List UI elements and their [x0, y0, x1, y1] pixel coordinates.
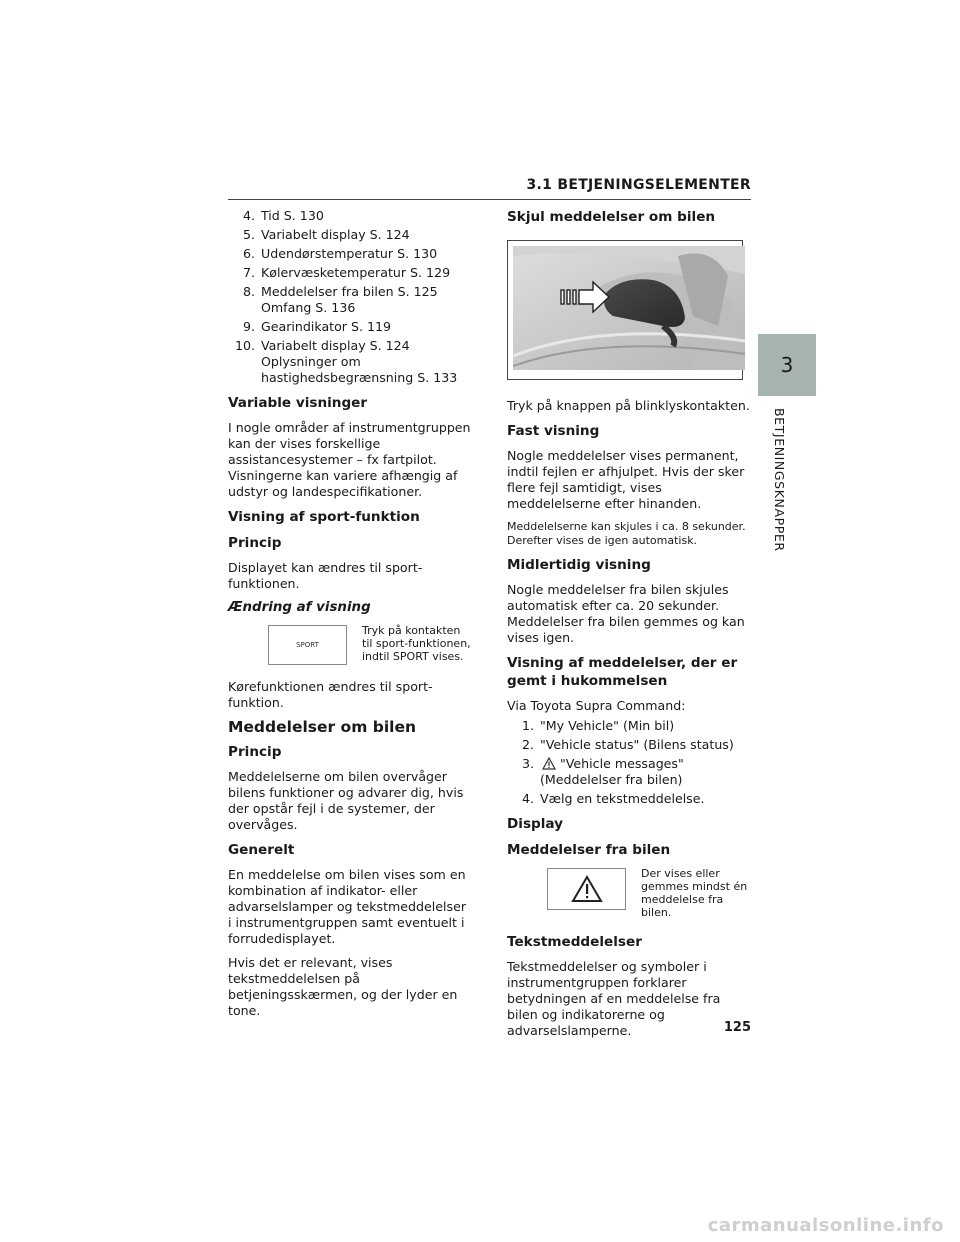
- heading-princip: Princip: [228, 535, 282, 551]
- steps-list: [507, 718, 751, 807]
- step-item: 4. Vælg en tekstmeddelelse.: [521, 791, 705, 806]
- list-item: 10. Variabelt display S. 124 Oplysninger om hastighedsbegrænsning S. 133: [234, 338, 458, 385]
- heading-midlertidig: Midlertidig visning: [507, 557, 651, 573]
- list-item: 5. Variabelt display S. 124: [242, 227, 410, 242]
- note-fast: Meddelelserne kan skjules i ca. 8 sekunder. Derefter vises de igen automatisk.: [507, 520, 746, 547]
- paragraph-generelt-2: Hvis det er relevant, vises tekstmeddelelsen på betjeningsskærmen, og der lyder en tone.: [228, 955, 458, 1018]
- list-item: 7. Kølervæsketemperatur S. 129: [242, 265, 451, 280]
- header-rule: [228, 199, 751, 200]
- list-item: 6. Udendørstemperatur S. 130: [242, 246, 438, 261]
- paragraph-princip-2: Meddelelserne om bilen overvåger bilens funktioner og advarer dig, hvis der opstår fejl i de systemer, der overvåges.: [228, 769, 464, 832]
- warning-triangle-icon: [547, 868, 626, 910]
- paragraph-generelt-1: En meddelelse om bilen vises som en kombination af indikator- eller advarselslamper og tekstmeddelelser i instrumentgruppen samt eventuelt i forrudedisplayet.: [228, 867, 467, 946]
- step-item: 1. "My Vehicle" (Min bil): [521, 718, 675, 733]
- heading-fra-bilen: Meddelelser fra bilen: [507, 842, 671, 858]
- heading-fast: Fast visning: [507, 423, 600, 439]
- heading-display: Display: [507, 816, 564, 832]
- paragraph-princip: Displayet kan ændres til sport-funktionen.: [228, 560, 423, 591]
- sport-instruction-text: Tryk på kontakten til sport-funktionen, indtil SPORT vises.: [362, 624, 471, 663]
- right-column: [507, 208, 751, 1047]
- heading-variable: Variable visninger: [228, 395, 368, 411]
- page-number: 125: [723, 1020, 751, 1035]
- chapter-number: 3: [780, 353, 794, 377]
- paragraph-variable: I nogle områder af instrumentgruppen kan der vises forskellige assistancesystemer – fx fartpilot. Visningerne kan variere afhængig af udstyr og landespecifikationer.: [228, 420, 471, 499]
- paragraph-koere: Kørefunktionen ændres til sport-funktion.: [228, 679, 433, 710]
- watermark: carmanualsonline.info: [707, 1215, 944, 1236]
- heading-sport: Visning af sport-funktion: [228, 509, 420, 525]
- list-item: 9. Gearindikator S. 119: [242, 319, 392, 334]
- left-column: [228, 208, 473, 1027]
- paragraph-midlertidig: Nogle meddelelser fra bilen skjules automatisk efter ca. 20 sekunder. Meddelelser fra bilen gemmes og kan vises igen.: [507, 582, 745, 645]
- warning-instruction-text: Der vises eller gemmes mindst én meddelelse fra bilen.: [641, 867, 748, 919]
- step-item: 3. "Vehicle messages" (Meddelelser fra bilen): [521, 756, 684, 787]
- paragraph-tekst: Tekstmeddelelser og symboler i instrumentgruppen forklarer betydningen af en meddelelse fra bilen og indikatorerne og advarselslamperne.: [507, 959, 721, 1038]
- chapter-label: BETJENINGSKNAPPER: [772, 408, 787, 552]
- turn-signal-stalk-photo: [507, 240, 743, 380]
- paragraph-via: Via Toyota Supra Command:: [507, 698, 686, 713]
- paragraph-fast: Nogle meddelelser vises permanent, indtil fejlen er afhjulpet. Hvis der sker flere fejl samtidigt, vises meddelelserne efter hinanden.: [507, 448, 745, 511]
- section-header: 3.1 BETJENINGSELEMENTER: [526, 177, 751, 193]
- list-item: 4. Tid S. 130: [242, 208, 324, 223]
- warning-icon: [542, 757, 556, 770]
- list-item: 8. Meddelelser fra bilen S. 125 Omfang S. 136: [242, 284, 438, 315]
- sport-instruction: [228, 624, 473, 665]
- step-item: 2. "Vehicle status" (Bilens status): [521, 737, 734, 752]
- warning-instruction: [507, 867, 751, 919]
- heading-meddelelser: Meddelelser om bilen: [228, 718, 417, 736]
- heading-aendring: Ændring af visning: [228, 600, 371, 615]
- heading-tekst: Tekstmeddelelser: [507, 934, 642, 950]
- heading-skjul: Skjul meddelelser om bilen: [507, 209, 716, 225]
- sport-button-icon: SPORT: [268, 625, 347, 665]
- heading-hukommelse: Visning af meddelelser, der er gemt i hukommelsen: [507, 655, 738, 689]
- paragraph-tryk: Tryk på knappen på blinklyskontakten.: [507, 398, 750, 413]
- heading-princip-2: Princip: [228, 744, 282, 760]
- stalk-illustration: [513, 246, 745, 370]
- heading-generelt: Generelt: [228, 842, 295, 858]
- chapter-tab[interactable]: [758, 334, 816, 396]
- reference-list: [228, 208, 473, 386]
